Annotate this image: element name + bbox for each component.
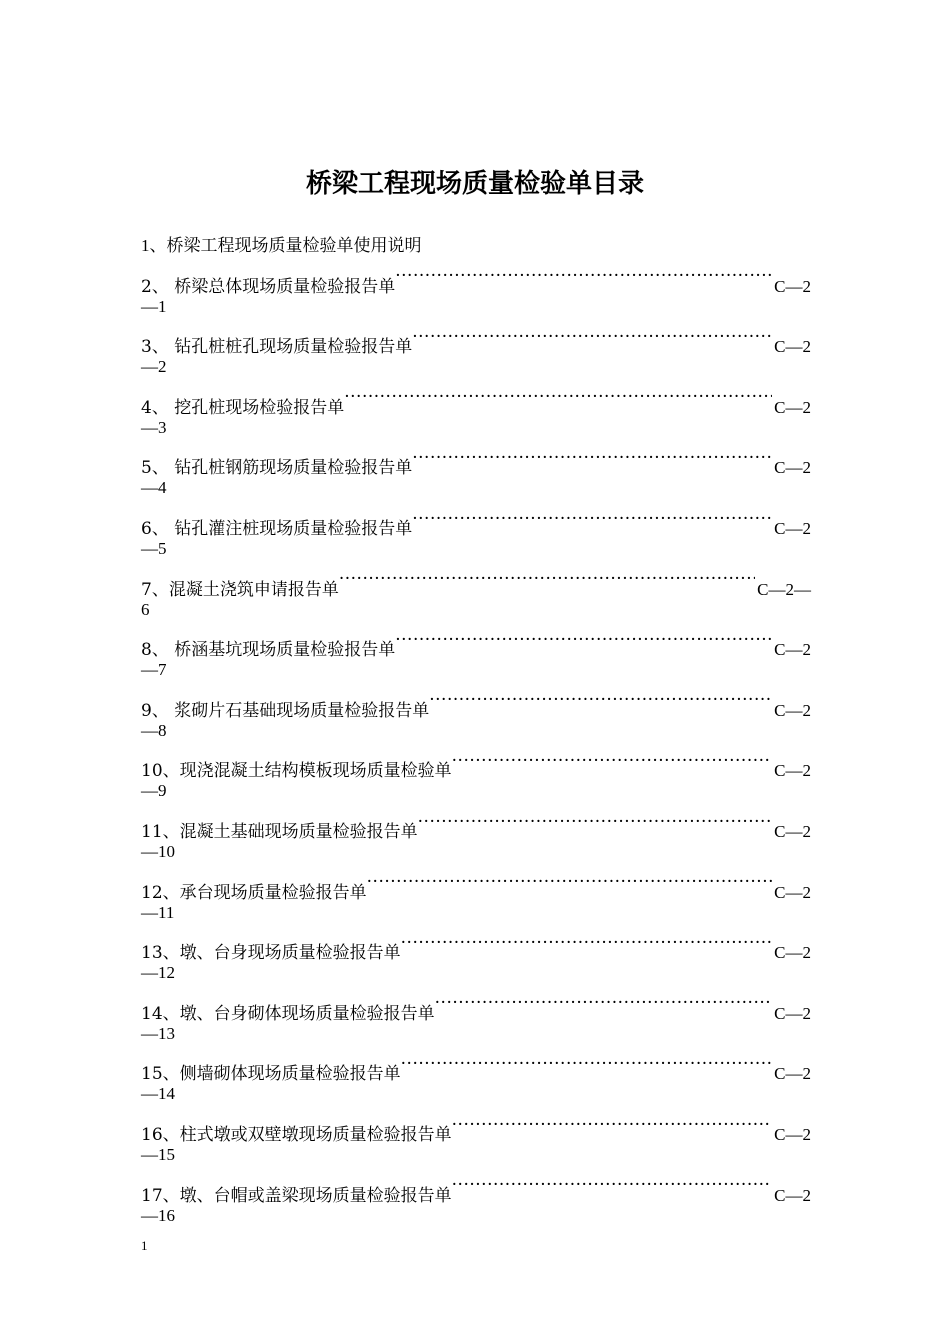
toc-entry-label: 4、 挖孔桩现场检验报告单: [141, 397, 345, 418]
toc-entry: [141, 443, 811, 479]
toc-entry-label: 15、侧墙砌体现场质量检验报告单: [141, 1064, 401, 1085]
toc-entry-page-ref: C—2: [774, 640, 811, 660]
toc-leader-dots: [435, 988, 773, 1018]
toc-leader-dots: [412, 443, 772, 473]
toc-entry: [141, 807, 811, 842]
toc-entry-page-ref: C—2: [774, 821, 811, 841]
toc-entry-page-ref: C—2: [774, 518, 811, 538]
toc-entry: [141, 382, 811, 418]
toc-entry-label: 5、 钻孔桩钢筋现场质量检验报告单: [141, 458, 413, 479]
table-of-contents: [141, 231, 811, 1231]
document-title: 桥梁工程现场质量检验单目录: [305, 169, 644, 199]
toc-entry-page-ref: C—2: [774, 276, 811, 296]
toc-leader-dots: [418, 807, 773, 837]
toc-entry: [141, 1049, 811, 1085]
toc-entry-page-ref: C—2: [774, 700, 811, 720]
toc-entry-page-ref: C—2—: [757, 579, 811, 599]
toc-entry-page-ref-cont: 6: [141, 599, 150, 619]
toc-leader-dots: [452, 1170, 773, 1200]
toc-leader-dots: [395, 261, 772, 291]
toc-entry-page-ref-cont: —4: [141, 478, 167, 498]
toc-entry-label: 14、墩、台身砌体现场质量检验报告单: [141, 1003, 435, 1024]
toc-entry-label: 8、 桥涵基坑现场质量检验报告单: [141, 640, 396, 661]
toc-entry-page-ref-cont: —7: [141, 660, 167, 680]
toc-leader-dots: [429, 685, 772, 715]
toc-leader-dots: [452, 1110, 773, 1140]
toc-entry-page-ref: C—2: [774, 882, 811, 902]
toc-entry-page-ref-cont: —9: [141, 781, 167, 801]
toc-entry-label: 9、 浆砌片石基础现场质量检验报告单: [141, 700, 430, 721]
page-number: 1: [141, 1238, 148, 1253]
toc-entry: [141, 928, 811, 964]
toc-entry-page-ref: C—2: [774, 458, 811, 478]
toc-entry-page-ref-cont: —10: [141, 841, 175, 861]
toc-entry: [141, 1170, 811, 1206]
toc-entry-page-ref-cont: —11: [141, 902, 175, 922]
toc-entry: [141, 564, 811, 600]
toc-entry: [141, 322, 811, 358]
toc-entry: [141, 1110, 811, 1145]
toc-leader-dots: [367, 867, 773, 897]
toc-entry-page-ref-cont: —8: [141, 720, 167, 740]
toc-entry-page-ref-cont: —13: [141, 1023, 175, 1043]
toc-leader-dots: [452, 746, 773, 776]
toc-entry-label: 2、 桥梁总体现场质量检验报告单: [141, 276, 396, 297]
toc-entries: [141, 261, 811, 1231]
toc-entry-page-ref-cont: —12: [141, 963, 175, 983]
toc-intro-item: 1、桥梁工程现场质量检验单使用说明: [141, 236, 422, 255]
toc-entry: [141, 988, 811, 1024]
toc-entry-page-ref-cont: —14: [141, 1084, 175, 1104]
toc-leader-dots: [412, 322, 772, 352]
toc-entry-label: 11、混凝土基础现场质量检验报告单: [141, 821, 418, 842]
toc-entry-label: 10、现浇混凝土结构模板现场质量检验单: [141, 761, 452, 782]
toc-entry-page-ref: C—2: [774, 337, 811, 357]
toc-leader-dots: [412, 504, 772, 534]
toc-entry: [141, 746, 811, 782]
toc-entry: [141, 625, 811, 661]
toc-entry: [141, 261, 811, 297]
toc-entry-page-ref-cont: —2: [141, 357, 167, 377]
toc-entry-page-ref-cont: —16: [141, 1205, 175, 1225]
toc-entry-page-ref: C—2: [774, 761, 811, 781]
toc-entry: [141, 685, 811, 721]
toc-entry-page-ref-cont: —1: [141, 296, 167, 316]
toc-entry: [141, 867, 811, 903]
toc-entry-label: 6、 钻孔灌注桩现场质量检验报告单: [141, 518, 413, 539]
toc-entry-page-ref-cont: —3: [141, 417, 167, 437]
toc-entry-label: 13、墩、台身现场质量检验报告单: [141, 943, 401, 964]
toc-leader-dots: [395, 625, 772, 655]
toc-entry-label: 3、 钻孔桩桩孔现场质量检验报告单: [141, 337, 413, 358]
toc-entry-page-ref: C—2: [774, 397, 811, 417]
toc-entry-label: 7、混凝土浇筑申请报告单: [141, 579, 339, 600]
toc-entry: [141, 504, 811, 539]
toc-leader-dots: [344, 382, 772, 412]
toc-entry-label: 17、墩、台帽或盖梁现场质量检验报告单: [141, 1185, 452, 1206]
toc-entry-page-ref: C—2: [774, 1185, 811, 1205]
toc-leader-dots: [339, 564, 755, 594]
toc-entry-page-ref-cont: —5: [141, 538, 167, 558]
toc-entry-page-ref: C—2: [774, 943, 811, 963]
toc-leader-dots: [401, 1049, 773, 1079]
toc-entry-label: 12、承台现场质量检验报告单: [141, 882, 367, 903]
toc-entry-page-ref: C—2: [774, 1003, 811, 1023]
toc-entry-page-ref-cont: —15: [141, 1144, 175, 1164]
toc-entry-page-ref: C—2: [774, 1124, 811, 1144]
toc-leader-dots: [401, 928, 773, 958]
toc-entry-label: 16、柱式墩或双壁墩现场质量检验报告单: [141, 1124, 452, 1145]
toc-entry-page-ref: C—2: [774, 1064, 811, 1084]
